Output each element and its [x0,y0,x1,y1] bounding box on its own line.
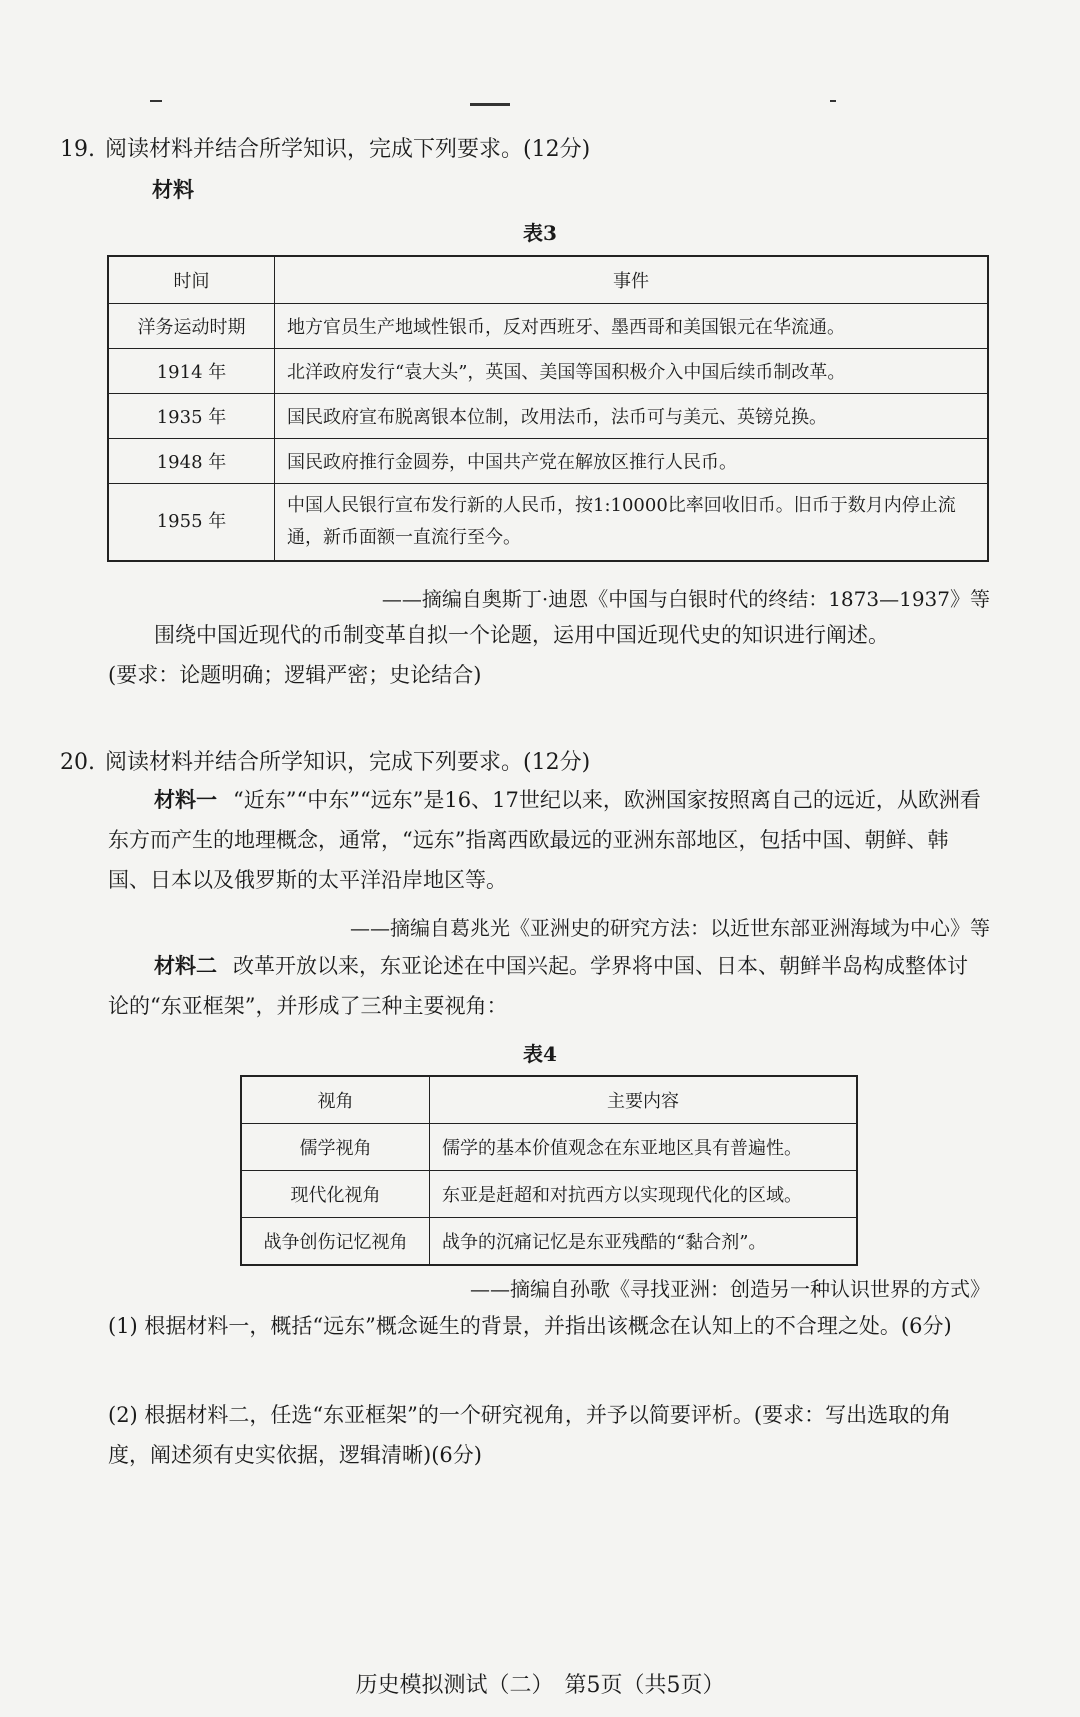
row-event: 中国人民银行宣布发行新的人民币，按1:10000比率回收旧币。旧币于数月内停止流通，新币面额一直流行至今。 [275,484,989,562]
scan-mark [830,100,836,102]
table-row [108,394,988,439]
q19-header [60,132,590,163]
material2-label: 材料二 [154,953,217,978]
row-event: 北洋政府发行“袁大头”，英国、美国等国积极介入中国后续币制改革。 [275,349,989,394]
east-asia-perspectives-table [240,1075,858,1266]
q19-task: 围绕中国近现代的币制变革自拟一个论题，运用中国近现代史的知识进行阐述。 [154,623,889,647]
table-row [108,484,988,562]
row-content: 儒学的基本价值观念在东亚地区具有普遍性。 [430,1124,858,1171]
table-header-row [108,256,988,304]
q19-material-label: 材料 [152,177,194,202]
q19-number: 19. [60,137,95,162]
q20-header [60,745,590,776]
q20-material1-source: ——摘编自葛兆光《亚洲史的研究方法：以近世东部亚洲海域为中心》等 [350,916,990,940]
row-perspective: 现代化视角 [241,1171,430,1218]
col-header-perspective: 视角 [241,1076,430,1124]
row-time: 1948 年 [108,439,275,484]
row-time: 1935 年 [108,394,275,439]
q20-material1 [108,780,988,900]
row-time: 1955 年 [108,484,275,562]
row-content: 战争的沉痛记忆是东亚残酷的“黏合剂”。 [430,1218,858,1266]
table-row [108,304,988,349]
q20-number: 20. [60,750,95,775]
row-event: 地方官员生产地域性银币，反对西班牙、墨西哥和美国银元在华流通。 [275,304,989,349]
q20-prompt: 阅读材料并结合所学知识，完成下列要求。(12分) [105,750,591,775]
col-header-content: 主要内容 [430,1076,858,1124]
table-row [241,1171,857,1218]
material1-text: “近东”“中东”“远东”是16、17世纪以来，欧洲国家按照离自己的远近，从欧洲看东方而产生的地理概念，通常，“远东”指离西欧最远的亚洲东部地区，包括中国、朝鲜、韩国、日本以及俄罗斯的太平洋沿岸地区等。 [108,788,981,892]
q19-source: ——摘编自奥斯丁·迪恩《中国与白银时代的终结：1873—1937》等 [381,587,990,611]
row-time: 1914 年 [108,349,275,394]
q20-material2-source: ——摘编自孙歌《寻找亚洲：创造另一种认识世界的方式》 [470,1277,990,1301]
table-row [241,1124,857,1171]
table-row [241,1218,857,1266]
table-header-row [241,1076,857,1124]
q20-table-title: 表4 [523,1042,557,1066]
material1-label: 材料一 [154,787,217,812]
scan-mark [150,100,162,102]
q20-subquestion-2: (2) 根据材料二，任选“东亚框架”的一个研究视角，并予以简要评析。(要求：写出选取的角度，阐述须有史实依据，逻辑清晰)(6分) [108,1403,952,1467]
row-content: 东亚是赶超和对抗西方以实现现代化的区域。 [430,1171,858,1218]
material2-text: 改革开放以来，东亚论述在中国兴起。学界将中国、日本、朝鲜半岛构成整体讨论的“东亚框架”，并形成了三种主要视角： [108,954,968,1018]
col-header-event: 事件 [275,256,989,304]
q20-subquestion-1: (1) 根据材料一，概括“远东”概念诞生的背景，并指出该概念在认知上的不合理之处。(6分) [108,1314,952,1338]
scan-mark [470,103,510,106]
currency-reform-table [107,255,989,562]
row-perspective: 战争创伤记忆视角 [241,1218,430,1266]
page-footer: 历史模拟测试（二） 第5页（共5页） [355,1673,725,1698]
q19-requirements: (要求：论题明确；逻辑严密；史论结合) [108,663,482,687]
table-row [108,439,988,484]
q19-table-title: 表3 [523,221,557,245]
col-header-time: 时间 [108,256,275,304]
row-time: 洋务运动时期 [108,304,275,349]
row-event: 国民政府推行金圆券，中国共产党在解放区推行人民币。 [275,439,989,484]
row-perspective: 儒学视角 [241,1124,430,1171]
q19-prompt: 阅读材料并结合所学知识，完成下列要求。(12分) [105,137,591,162]
q20-material2 [108,946,988,1026]
table-row [108,349,988,394]
row-event: 国民政府宣布脱离银本位制，改用法币，法币可与美元、英镑兑换。 [275,394,989,439]
